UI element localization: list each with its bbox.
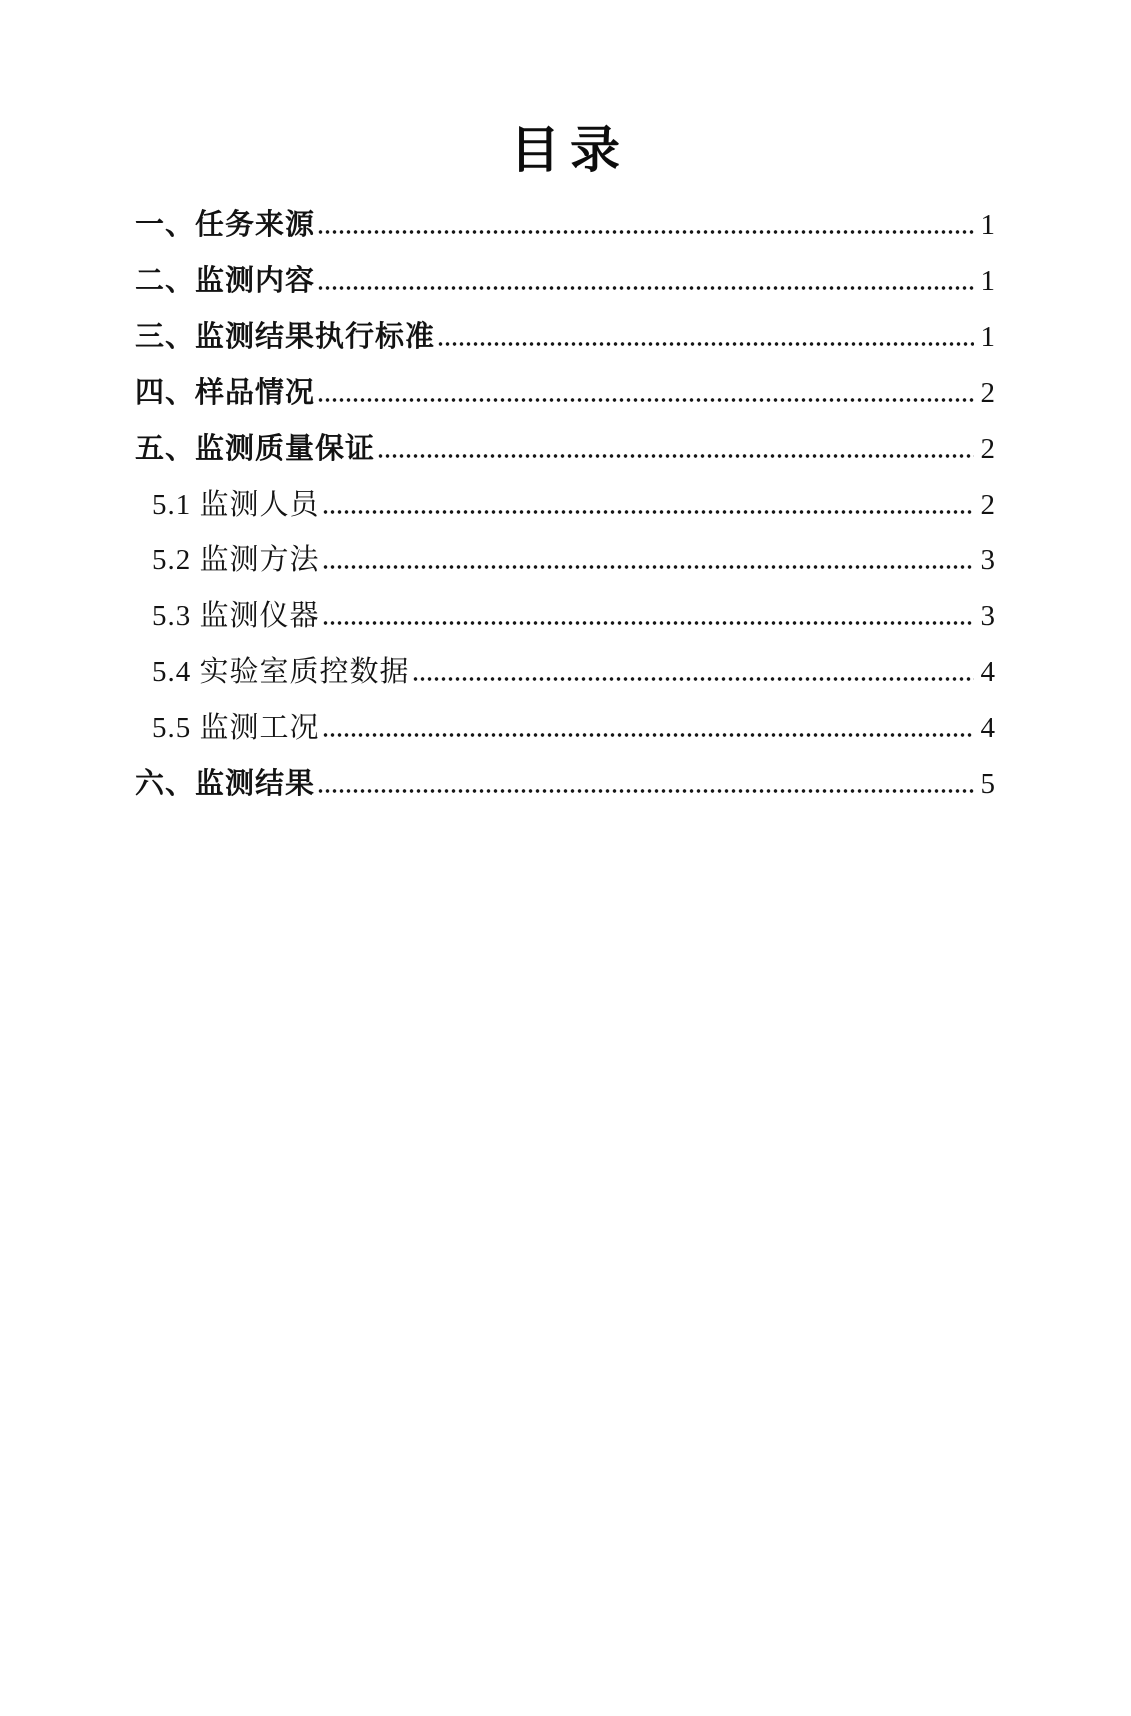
dot-leader xyxy=(322,733,974,737)
dot-leader xyxy=(322,621,974,625)
toc-entry-label: 二、监测内容 xyxy=(135,264,316,297)
document-page xyxy=(0,116,1131,1716)
dot-leader xyxy=(317,230,973,234)
toc-entry-page-number: 2 xyxy=(980,432,995,465)
toc-entry-page-number: 4 xyxy=(980,656,995,689)
toc-entry[interactable] xyxy=(135,533,995,589)
toc-entry-page-number: 2 xyxy=(980,376,995,409)
toc-entry[interactable] xyxy=(135,645,995,701)
page-title: 目录 xyxy=(510,122,630,178)
toc-entry-label: 5.5 监测工况 xyxy=(152,712,320,745)
toc-entry-label: 六、监测结果 xyxy=(135,768,316,801)
toc-entry[interactable] xyxy=(135,589,995,645)
toc-entry-page-number: 5 xyxy=(980,768,995,801)
toc-entry[interactable] xyxy=(135,310,995,366)
toc-entry[interactable] xyxy=(135,757,995,813)
toc-entry-label: 一、任务来源 xyxy=(135,209,316,241)
toc-entry[interactable] xyxy=(135,366,995,422)
dot-leader xyxy=(437,342,973,346)
toc-entry[interactable] xyxy=(135,478,995,534)
toc-entry-label: 5.1 监测人员 xyxy=(152,488,320,521)
dot-leader xyxy=(317,398,973,402)
toc-entry-page-number: 1 xyxy=(980,320,995,353)
dot-leader xyxy=(317,286,973,290)
dot-leader xyxy=(377,454,973,458)
toc-entry-page-number: 1 xyxy=(980,264,995,297)
toc-entry[interactable] xyxy=(135,254,995,310)
toc-entry-page-number: 3 xyxy=(980,600,995,633)
toc-entry-label: 5.2 监测方法 xyxy=(152,544,320,577)
toc-entry-label: 5.4 实验室质控数据 xyxy=(152,656,410,689)
toc-entry[interactable] xyxy=(135,422,995,478)
toc-entry-page-number: 1 xyxy=(980,209,995,241)
toc-entry-label: 三、监测结果执行标准 xyxy=(135,320,436,353)
toc-list xyxy=(135,198,995,813)
toc-entry-page-number: 4 xyxy=(980,712,995,745)
dot-leader xyxy=(412,677,974,681)
toc-entry-page-number: 3 xyxy=(980,544,995,577)
dot-leader xyxy=(322,510,974,514)
toc-entry-label: 四、样品情况 xyxy=(135,376,316,409)
toc-entry[interactable] xyxy=(135,198,995,254)
toc-entry-label: 5.3 监测仪器 xyxy=(152,600,320,633)
toc-entry[interactable] xyxy=(135,701,995,757)
toc-entry-page-number: 2 xyxy=(980,488,995,521)
dot-leader xyxy=(317,789,973,793)
toc-entry-label: 五、监测质量保证 xyxy=(135,432,376,465)
dot-leader xyxy=(322,565,974,569)
